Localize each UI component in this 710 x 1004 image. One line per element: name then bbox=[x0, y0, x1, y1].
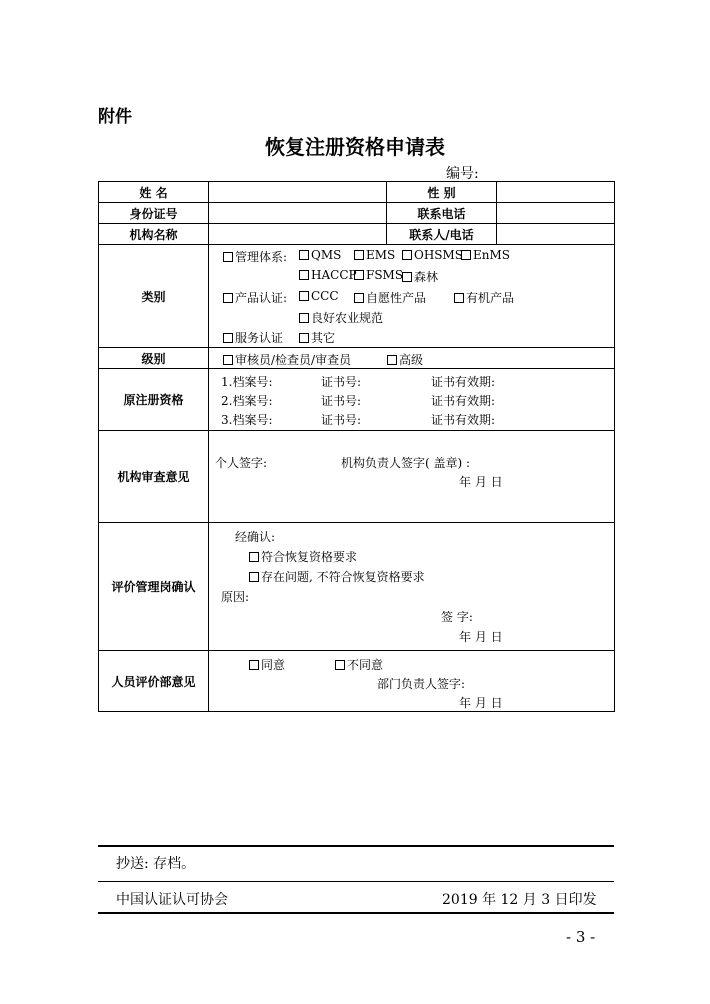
level-options bbox=[209, 348, 615, 369]
checkbox-icon[interactable] bbox=[223, 293, 233, 303]
checkbox-icon[interactable] bbox=[387, 355, 397, 365]
checkbox-icon[interactable] bbox=[249, 660, 259, 670]
gap-option[interactable]: 良好农业规范 bbox=[299, 309, 383, 326]
org-head-signature-label: 机构负责人签字( 盖章) : bbox=[341, 455, 471, 470]
cert-number-1: 证书号: bbox=[321, 374, 362, 389]
checkbox-icon[interactable] bbox=[335, 660, 345, 670]
org-review-label: 机构审查意见 bbox=[99, 431, 209, 523]
gender-field[interactable] bbox=[497, 182, 615, 203]
footer-top-rule bbox=[98, 845, 614, 847]
service-cert-option[interactable]: 服务认证 bbox=[223, 329, 283, 346]
checkbox-icon[interactable] bbox=[454, 293, 464, 303]
category-options bbox=[209, 245, 615, 348]
eval-confirm-area bbox=[209, 523, 615, 651]
forest-option[interactable]: 森林 bbox=[402, 268, 438, 285]
mgmt-system-option[interactable]: 管理体系: bbox=[223, 248, 287, 265]
personal-signature-label: 个人签字: bbox=[215, 455, 268, 470]
orig-registration-label: 原注册资格 bbox=[99, 369, 209, 431]
checkbox-icon[interactable] bbox=[299, 270, 309, 280]
gender-label: 性 别 bbox=[387, 182, 497, 203]
checkbox-icon[interactable] bbox=[223, 252, 233, 262]
checkbox-icon[interactable] bbox=[299, 333, 309, 343]
serial-number-label: 编号: bbox=[446, 166, 479, 182]
dept-opinion-label: 人员评价部意见 bbox=[99, 651, 209, 712]
cert-number-2: 证书号: bbox=[321, 393, 362, 408]
checkbox-icon[interactable] bbox=[354, 293, 364, 303]
checkbox-icon[interactable] bbox=[354, 250, 364, 260]
file-number-1: 1.档案号: bbox=[221, 374, 273, 389]
attachment-label: 附件 bbox=[98, 107, 132, 127]
checkbox-icon[interactable] bbox=[299, 291, 309, 301]
product-cert-option[interactable]: 产品认证: bbox=[223, 289, 287, 306]
eval-signature-label: 签 字: bbox=[441, 609, 473, 624]
id-number-field[interactable] bbox=[209, 203, 387, 224]
org-review-date: 年 月 日 bbox=[459, 474, 503, 489]
checkbox-icon[interactable] bbox=[402, 250, 412, 260]
cc-line: 抄送: 存档。 bbox=[116, 856, 196, 872]
other-option[interactable]: 其它 bbox=[299, 329, 335, 346]
eval-confirm-label: 评价管理岗确认 bbox=[99, 523, 209, 651]
senior-option[interactable]: 高级 bbox=[387, 351, 423, 368]
enms-option[interactable]: EnMS bbox=[461, 248, 510, 262]
issuer-name: 中国认证认可协会 bbox=[116, 892, 228, 908]
checkbox-icon[interactable] bbox=[249, 572, 259, 582]
haccp-option[interactable]: HACCP bbox=[299, 268, 357, 282]
page-number: - 3 - bbox=[566, 928, 596, 946]
confirmed-label: 经确认: bbox=[235, 529, 276, 544]
dept-opinion-area bbox=[209, 651, 615, 712]
checkbox-icon[interactable] bbox=[249, 552, 259, 562]
dept-date: 年 月 日 bbox=[459, 695, 503, 710]
ohsms-option[interactable]: OHSMS bbox=[402, 248, 463, 262]
phone-label: 联系电话 bbox=[387, 203, 497, 224]
agree-option[interactable]: 同意 bbox=[249, 656, 285, 673]
issue-date: 2019 年 12 月 3 日印发 bbox=[442, 892, 597, 908]
org-review-area[interactable] bbox=[209, 431, 615, 523]
checkbox-icon[interactable] bbox=[223, 355, 233, 365]
name-field[interactable] bbox=[209, 182, 387, 203]
has-issues-option[interactable]: 存在问题, 不符合恢复资格要求 bbox=[249, 568, 425, 585]
checkbox-icon[interactable] bbox=[402, 272, 412, 282]
checkbox-icon[interactable] bbox=[354, 270, 364, 280]
org-name-field[interactable] bbox=[209, 224, 387, 245]
id-number-label: 身份证号 bbox=[99, 203, 209, 224]
application-form-table bbox=[98, 181, 615, 712]
cert-validity-3: 证书有效期: bbox=[431, 412, 496, 427]
qms-option[interactable]: QMS bbox=[299, 248, 341, 262]
orig-registration-rows bbox=[209, 369, 615, 431]
ccc-option[interactable]: CCC bbox=[299, 289, 339, 303]
organic-product-option[interactable]: 有机产品 bbox=[454, 289, 514, 306]
org-name-label: 机构名称 bbox=[99, 224, 209, 245]
meets-requirement-option[interactable]: 符合恢复资格要求 bbox=[249, 548, 357, 565]
phone-field[interactable] bbox=[497, 203, 615, 224]
name-label: 姓 名 bbox=[99, 182, 209, 203]
cert-validity-1: 证书有效期: bbox=[431, 374, 496, 389]
checkbox-icon[interactable] bbox=[299, 250, 309, 260]
checkbox-icon[interactable] bbox=[461, 250, 471, 260]
contact-field[interactable] bbox=[497, 224, 615, 245]
footer-middle-rule bbox=[98, 881, 614, 882]
disagree-option[interactable]: 不同意 bbox=[335, 656, 383, 673]
auditor-option[interactable]: 审核员/检查员/审查员 bbox=[223, 351, 351, 368]
category-label: 类别 bbox=[99, 245, 209, 348]
contact-label: 联系人/电话 bbox=[387, 224, 497, 245]
voluntary-product-option[interactable]: 自愿性产品 bbox=[354, 289, 426, 306]
dept-head-signature-label: 部门负责人签字: bbox=[377, 676, 466, 691]
file-number-2: 2.档案号: bbox=[221, 393, 273, 408]
cert-number-3: 证书号: bbox=[321, 412, 362, 427]
footer-bottom-rule bbox=[98, 912, 614, 914]
form-title: 恢复注册资格申请表 bbox=[265, 135, 445, 159]
eval-date: 年 月 日 bbox=[459, 629, 503, 644]
reason-label: 原因: bbox=[221, 589, 250, 604]
checkbox-icon[interactable] bbox=[299, 313, 309, 323]
fsms-option[interactable]: FSMS bbox=[354, 268, 403, 282]
ems-option[interactable]: EMS bbox=[354, 248, 395, 262]
cert-validity-2: 证书有效期: bbox=[431, 393, 496, 408]
checkbox-icon[interactable] bbox=[223, 333, 233, 343]
level-label: 级别 bbox=[99, 348, 209, 369]
file-number-3: 3.档案号: bbox=[221, 412, 273, 427]
